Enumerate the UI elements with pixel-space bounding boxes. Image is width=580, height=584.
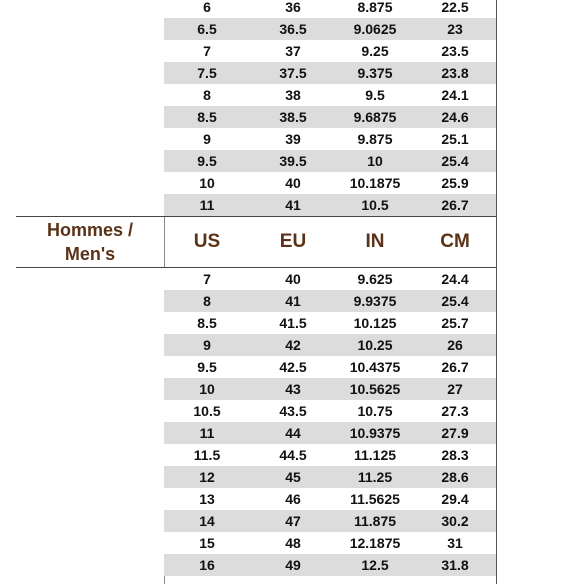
- table-row: [164, 510, 496, 532]
- table-row: [164, 444, 496, 466]
- cell-us: 9.5: [197, 153, 217, 169]
- cell-eu: 41: [285, 293, 301, 309]
- cell-us: 15: [199, 535, 215, 551]
- men-header-row: [16, 216, 496, 268]
- cell-eu: 48: [285, 535, 301, 551]
- cell-cm: 27.3: [441, 403, 469, 419]
- cell-in: 10.1875: [349, 175, 401, 191]
- cell-us: 10: [199, 381, 215, 397]
- cell-us: 10.5: [193, 403, 221, 419]
- table-row: [164, 532, 496, 554]
- cell-eu: 42: [285, 337, 301, 353]
- men-label-line1: Hommes /: [46, 220, 134, 240]
- cell-in: 9.5: [365, 87, 385, 103]
- cell-cm: 25.1: [441, 131, 469, 147]
- cell-us: 8: [203, 293, 211, 309]
- cell-in: 11.125: [353, 447, 397, 463]
- cell-in: 10.5625: [349, 381, 401, 397]
- cell-in: 9.9375: [353, 293, 397, 309]
- cell-eu: 47: [285, 513, 301, 529]
- cell-eu: 36: [285, 0, 301, 15]
- table-row: [164, 268, 496, 290]
- cell-eu: 44: [285, 425, 301, 441]
- cell-in: 9.6875: [353, 109, 397, 125]
- table-row: [164, 356, 496, 378]
- cell-cm: 25.7: [441, 315, 469, 331]
- cell-in: 10.125: [353, 315, 397, 331]
- cell-cm: 26.7: [441, 197, 469, 213]
- cell-eu: 40: [285, 271, 301, 287]
- cell-cm: 25.9: [441, 175, 469, 191]
- cell-in: 10: [367, 153, 383, 169]
- cell-us: 6: [203, 0, 211, 15]
- cell-eu: 39.5: [279, 153, 307, 169]
- cell-cm: 31.8: [441, 557, 469, 573]
- cell-cm: 29.4: [441, 491, 469, 507]
- cell-eu: 44.5: [279, 447, 307, 463]
- cell-in: 12.1875: [349, 535, 401, 551]
- cell-in: 10.75: [357, 403, 393, 419]
- cell-cm: 23.5: [441, 43, 469, 59]
- cell-cm: 28.6: [441, 469, 469, 485]
- cell-eu: 41: [285, 197, 301, 213]
- cell-in: 10.9375: [349, 425, 401, 441]
- men-column-headers: [164, 217, 496, 267]
- cell-us: 11: [199, 197, 215, 213]
- cell-eu: 41.5: [279, 315, 307, 331]
- table-row: [164, 466, 496, 488]
- cell-eu: 36.5: [279, 21, 307, 37]
- cell-cm: 28.3: [441, 447, 469, 463]
- column-header-eu: EU: [279, 231, 307, 252]
- table-row: [164, 194, 496, 216]
- cell-cm: 27: [447, 381, 463, 397]
- men-size-rows: [164, 268, 496, 576]
- cell-us: 7: [203, 271, 211, 287]
- cell-cm: 23.8: [441, 65, 469, 81]
- cell-us: 13: [199, 491, 215, 507]
- cell-us: 14: [199, 513, 215, 529]
- table-row: [164, 290, 496, 312]
- cell-in: 9.375: [357, 65, 393, 81]
- cell-us: 9.5: [197, 359, 217, 375]
- table-row: [164, 312, 496, 334]
- cell-us: 7: [203, 43, 211, 59]
- cell-us: 8.5: [197, 109, 217, 125]
- cell-us: 7.5: [197, 65, 217, 81]
- cell-cm: 24.4: [441, 271, 469, 287]
- cell-us: 6.5: [197, 21, 217, 37]
- men-section-label: [16, 217, 165, 267]
- table-row: [164, 84, 496, 106]
- cell-in: 8.875: [357, 0, 393, 15]
- cell-eu: 37.5: [279, 65, 307, 81]
- cell-us: 9: [203, 337, 211, 353]
- cell-eu: 42.5: [279, 359, 307, 375]
- table-row: [164, 128, 496, 150]
- cell-us: 11.5: [193, 447, 221, 463]
- cell-in: 11.875: [353, 513, 397, 529]
- cell-us: 9: [203, 131, 211, 147]
- table-row: [164, 106, 496, 128]
- cell-eu: 38.5: [279, 109, 307, 125]
- column-header-us: US: [193, 231, 221, 252]
- cell-in: 12.5: [361, 557, 389, 573]
- cell-cm: 25.4: [441, 293, 469, 309]
- cell-in: 9.625: [357, 271, 393, 287]
- cell-cm: 23: [447, 21, 463, 37]
- cell-cm: 22.5: [441, 0, 469, 15]
- table-row: [164, 0, 496, 18]
- table-row: [164, 150, 496, 172]
- cell-in: 9.25: [361, 43, 389, 59]
- cell-cm: 27.9: [441, 425, 469, 441]
- table-row: [164, 62, 496, 84]
- cell-in: 9.875: [357, 131, 393, 147]
- table-row: [164, 378, 496, 400]
- cell-eu: 46: [285, 491, 301, 507]
- table-row: [164, 334, 496, 356]
- table-row: [164, 172, 496, 194]
- cell-eu: 38: [285, 87, 301, 103]
- table-row: [164, 40, 496, 62]
- cell-us: 12: [199, 469, 215, 485]
- cell-us: 11: [199, 425, 215, 441]
- cell-in: 10.4375: [349, 359, 401, 375]
- cell-eu: 43.5: [279, 403, 307, 419]
- men-label-line2: Men's: [64, 244, 116, 264]
- cell-in: 11.5625: [350, 491, 400, 507]
- table-row: [164, 554, 496, 576]
- table-row: [164, 400, 496, 422]
- women-label-column: [16, 0, 165, 220]
- cell-us: 16: [199, 557, 215, 573]
- cell-in: 11.25: [357, 469, 393, 485]
- cell-eu: 37: [285, 43, 301, 59]
- table-row: [164, 422, 496, 444]
- cell-cm: 24.1: [441, 87, 469, 103]
- cell-us: 10: [199, 175, 215, 191]
- cell-us: 8.5: [197, 315, 217, 331]
- cell-cm: 25.4: [441, 153, 469, 169]
- table-row: [164, 18, 496, 40]
- cell-eu: 45: [285, 469, 301, 485]
- column-header-cm: CM: [440, 231, 470, 252]
- cell-eu: 49: [285, 557, 301, 573]
- size-chart-table: [16, 0, 497, 584]
- cell-in: 10.25: [357, 337, 393, 353]
- cell-cm: 31: [447, 535, 463, 551]
- cell-in: 10.5: [361, 197, 389, 213]
- women-size-rows: [164, 0, 496, 216]
- cell-in: 9.0625: [353, 21, 397, 37]
- table-row: [164, 488, 496, 510]
- cell-us: 8: [203, 87, 211, 103]
- cell-cm: 26: [447, 337, 463, 353]
- cell-cm: 24.6: [441, 109, 469, 125]
- cell-cm: 30.2: [441, 513, 469, 529]
- cell-eu: 43: [285, 381, 301, 397]
- men-label-column: [16, 268, 165, 584]
- cell-cm: 26.7: [441, 359, 469, 375]
- cell-eu: 40: [285, 175, 301, 191]
- column-header-in: IN: [365, 231, 385, 252]
- cell-eu: 39: [285, 131, 301, 147]
